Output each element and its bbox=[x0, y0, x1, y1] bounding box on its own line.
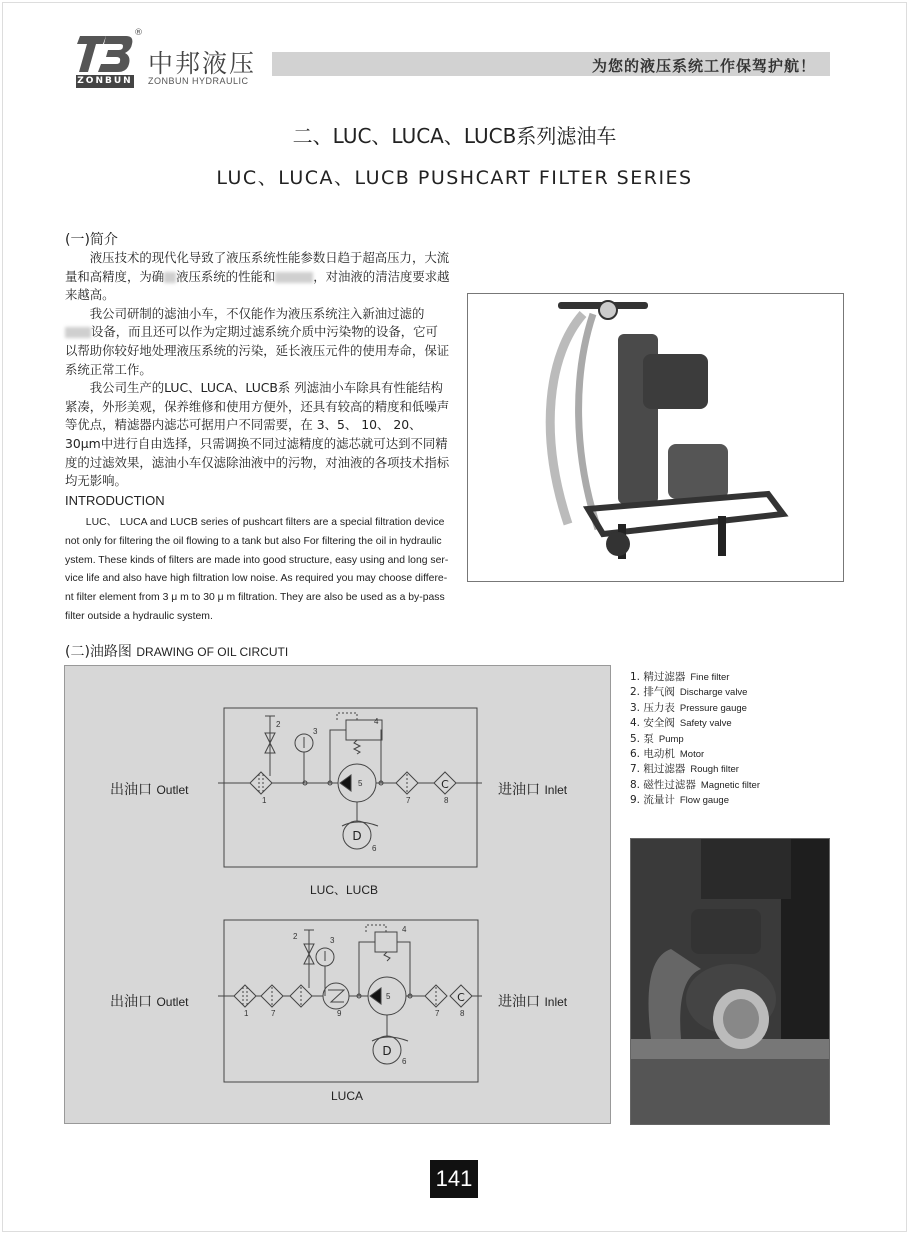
magnetic-symbol: C bbox=[441, 778, 449, 791]
svg-text:9: 9 bbox=[337, 1009, 342, 1018]
p1-part-b: 液压系统的性能和 bbox=[176, 268, 276, 284]
legend-text: 8. bbox=[630, 778, 641, 791]
legend-text: 粗过滤器 bbox=[643, 763, 686, 776]
legend-text: 流量计 bbox=[643, 794, 675, 807]
introduction-paragraph: LUC、 LUCA and LUCB series of pushcart filters are a special filtration device not only for filtering the oil flowing to a tank but also For filtering the oil in hydraulic ystem. These kinds of filters are made into good structure, easy using and long ser-vice life and also have high filtration low noise. As required you may choose differe-nt filter element from 3 μ m to 30 μ m filtration. They are also be used as a by-pass filter outside a hydraulic system. bbox=[65, 517, 449, 622]
legend-text: 4. bbox=[630, 717, 641, 730]
legend-item bbox=[630, 747, 760, 762]
motor-symbol: D bbox=[352, 829, 362, 843]
outlet-label-1 bbox=[110, 779, 188, 799]
inlet-cn: 进油口 bbox=[498, 994, 540, 1010]
legend-item bbox=[630, 762, 760, 777]
outlet-label-2 bbox=[110, 991, 188, 1011]
inlet-label-1 bbox=[498, 779, 567, 799]
legend-text: Pressure gauge bbox=[679, 702, 747, 714]
logo-cn: 中邦液压 bbox=[148, 49, 257, 78]
legend-item bbox=[630, 701, 760, 716]
legend-text: Flow gauge bbox=[679, 795, 729, 807]
svg-text:2: 2 bbox=[293, 932, 298, 941]
component-legend bbox=[630, 670, 760, 809]
legend-text: 3. bbox=[630, 701, 641, 714]
intro-heading: (一)简介 bbox=[65, 232, 118, 248]
magnetic-symbol: C bbox=[457, 991, 465, 1004]
diagram-luca bbox=[218, 920, 482, 1082]
legend-text: 7. bbox=[630, 763, 641, 776]
legend-text: 压力表 bbox=[643, 701, 675, 714]
legend-item bbox=[630, 670, 760, 685]
svg-text:8: 8 bbox=[460, 1009, 465, 1018]
legend-text: Motor bbox=[679, 749, 705, 761]
legend-text: 泵 bbox=[643, 732, 654, 745]
legend-text: 1. bbox=[630, 671, 641, 683]
fine-filter-icon bbox=[250, 772, 272, 794]
page-title-en: LUC、LUCA、LUCB PUSHCART FILTER SERIES bbox=[216, 167, 693, 189]
flow-gauge-icon bbox=[323, 983, 349, 1009]
legend-text: 9. bbox=[630, 794, 641, 807]
legend-item bbox=[630, 685, 760, 700]
outlet-en: Outlet bbox=[156, 995, 189, 1009]
legend-text: Discharge valve bbox=[679, 687, 748, 699]
svg-text:7: 7 bbox=[406, 796, 411, 805]
page-number: 141 bbox=[430, 1160, 478, 1198]
p2-part-b: 设备，而且还可以作为定期过滤系统介质中污染物的设备，它可以帮助你较好地处理液压系统的污染，延长液压元件的使用寿命，保证系统正常工作。 bbox=[65, 324, 450, 377]
legend-text: 2. bbox=[630, 686, 641, 699]
legend-text: 精过滤器 bbox=[643, 671, 686, 683]
svg-text:8: 8 bbox=[444, 796, 449, 805]
outlet-en: Outlet bbox=[156, 783, 189, 797]
legend-item bbox=[630, 716, 760, 731]
logo-mark-text: ZONBUN bbox=[77, 76, 133, 86]
motor-symbol: D bbox=[382, 1044, 392, 1058]
svg-text:2: 2 bbox=[276, 720, 281, 729]
svg-text:3: 3 bbox=[330, 936, 335, 945]
inlet-en: Inlet bbox=[544, 995, 568, 1009]
p1-part-a: 液压技术的现代化导致了液压系统性能参数日趋于超高压力，大流量和高精度，为确 bbox=[65, 250, 450, 284]
legend-item bbox=[630, 778, 760, 793]
svg-text:1: 1 bbox=[262, 796, 267, 805]
legend-text: Fine filter bbox=[690, 672, 730, 683]
svg-text:6: 6 bbox=[372, 844, 377, 853]
intro-paragraph-3: 我公司生产的LUC、LUCA、LUCB系 列滤油小车除具有性能结构紧凑，外形美观，保养维修和使用方便外，还具有较高的精度和低噪声等优点，精滤器内滤芯可据用户不同需要，在 3、5、 10、 20、 30μm中进行自由选择，只需调换不同过滤精度的滤芯就可达到不同精度的过滤效果，滤油小车仅滤除油液中的污物，对油液的各项技术指标均无影响。 bbox=[65, 380, 450, 489]
legend-text: 排气阀 bbox=[643, 686, 675, 699]
svg-text:3: 3 bbox=[313, 727, 318, 736]
drawing-heading-cn: (二)油路图 bbox=[65, 644, 132, 660]
legend-item bbox=[630, 732, 760, 747]
page-title-cn: 二、LUC、LUCA、LUCB系列滤油车 bbox=[292, 124, 617, 148]
fine-filter-icon bbox=[234, 985, 256, 1007]
svg-text:5: 5 bbox=[358, 779, 363, 788]
diagram1-label: LUC、LUCB bbox=[310, 883, 379, 897]
outlet-cn: 出油口 bbox=[110, 994, 152, 1010]
legend-text: Pump bbox=[658, 733, 684, 745]
legend-text: Rough filter bbox=[690, 764, 739, 776]
drawing-heading-en: DRAWING OF OIL CIRCUTI bbox=[136, 645, 289, 659]
svg-text:7: 7 bbox=[435, 1009, 440, 1018]
legend-text: Magnetic filter bbox=[700, 779, 761, 791]
p1-part-c: ，对油液的清洁度要求越来越高。 bbox=[65, 268, 450, 303]
svg-text:5: 5 bbox=[386, 992, 391, 1001]
svg-text:4: 4 bbox=[374, 717, 379, 726]
legend-text: 磁性过滤器 bbox=[643, 778, 696, 791]
p2-part-a: 我公司研制的滤油小车，不仅能作为液压系统注入新油过滤的 bbox=[89, 305, 425, 321]
svg-text:6: 6 bbox=[402, 1057, 407, 1066]
inlet-cn: 进油口 bbox=[498, 782, 540, 798]
legend-text: 5. bbox=[630, 732, 641, 745]
legend-text: Safety valve bbox=[679, 718, 732, 730]
svg-text:4: 4 bbox=[402, 925, 407, 934]
introduction-heading: INTRODUCTION bbox=[65, 493, 165, 508]
legend-text: 电动机 bbox=[643, 748, 675, 761]
registered-mark: ® bbox=[134, 28, 143, 38]
diagram2-label: LUCA bbox=[331, 1089, 364, 1103]
legend-text: 安全阀 bbox=[643, 717, 675, 730]
filter-element-closeup-photo bbox=[630, 838, 830, 1125]
outlet-cn: 出油口 bbox=[110, 782, 152, 798]
legend-text: 6. bbox=[630, 748, 641, 761]
inlet-en: Inlet bbox=[544, 783, 568, 797]
inlet-label-2 bbox=[498, 991, 567, 1011]
legend-item bbox=[630, 793, 760, 808]
svg-text:7: 7 bbox=[271, 1009, 276, 1018]
slogan: 为您的液压系统工作保驾护航！ bbox=[591, 57, 816, 75]
svg-text:1: 1 bbox=[244, 1009, 249, 1018]
safety-valve-icon bbox=[375, 932, 397, 952]
logo-en: ZONBUN HYDRAULIC bbox=[148, 76, 249, 86]
